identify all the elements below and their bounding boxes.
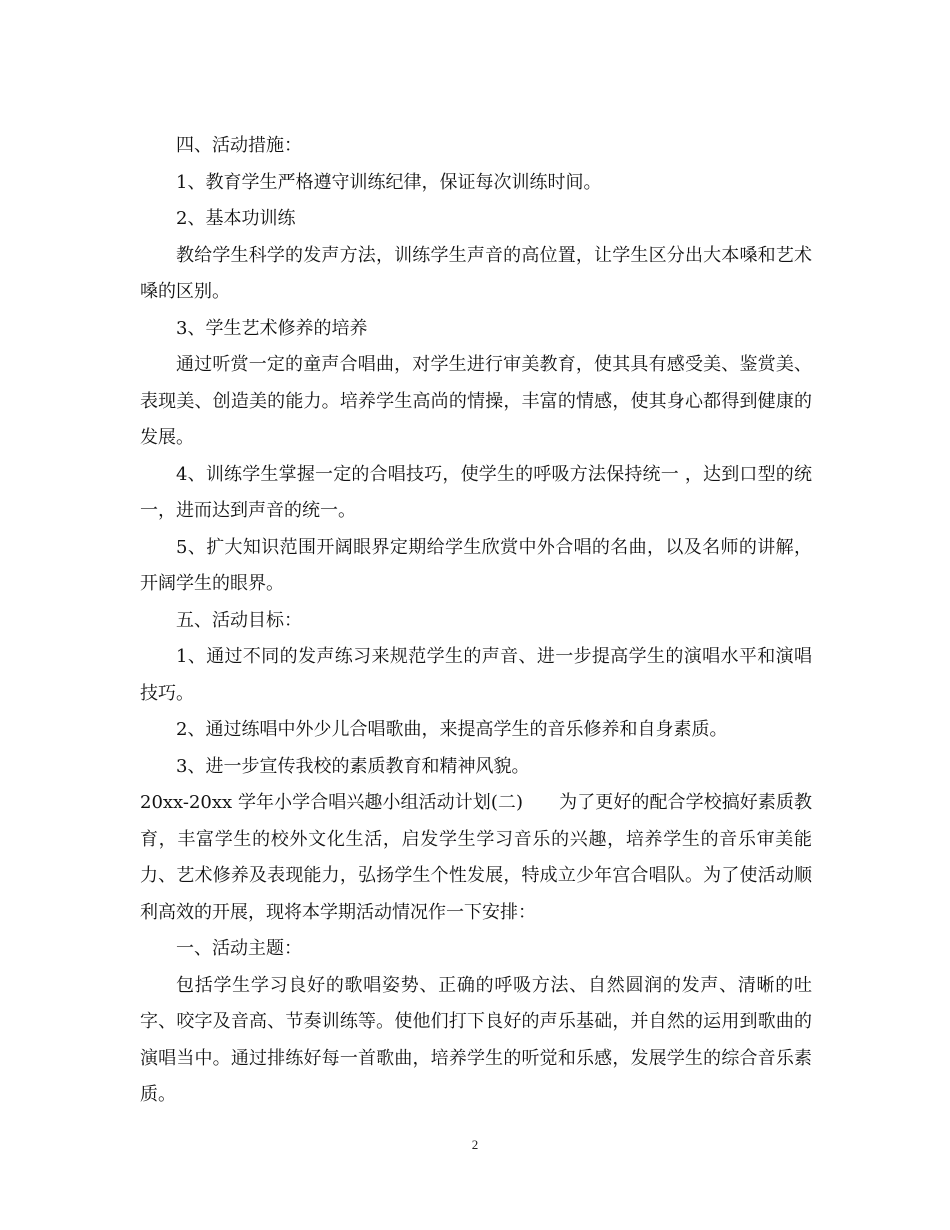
paragraph: 4、训练学生掌握一定的合唱技巧，使学生的呼吸方法保持统一 ，达到口型的统一，进而达到声音的统一。 xyxy=(140,463,812,521)
paragraph: 5、扩大知识范围开阔眼界定期给学生欣赏中外合唱的名曲，以及名师的讲解，开阔学生的眼界。 xyxy=(140,536,812,594)
paragraph: 五、活动目标： xyxy=(176,609,302,631)
paragraph: 1、教育学生严格遵守训练纪律，保证每次训练时间。 xyxy=(176,171,602,193)
paragraph: 2、通过练唱中外少儿合唱歌曲，来提高学生的音乐修养和自身素质。 xyxy=(176,719,728,740)
page-number: 2 xyxy=(471,1137,479,1152)
paragraph: 通过听赏一定的童声合唱曲，对学生进行审美教育，使其具有感受美、鉴赏美、表现美、创造美的能力。培养学生高尚的情操，丰富的情感，使其身心都得到健康的发展。 xyxy=(140,354,812,448)
paragraph: 3、进一步宣传我校的素质教育和精神风貌。 xyxy=(176,755,530,777)
paragraph: 3、学生艺术修养的培养 xyxy=(176,317,368,339)
paragraph: 2、基本功训练 xyxy=(176,208,296,229)
paragraph: 1、通过不同的发声练习来规范学生的声音、进一步提高学生的演唱水平和演唱技巧。 xyxy=(140,646,812,704)
paragraph: 一、活动主题： xyxy=(176,938,302,959)
paragraph-plan-intro: 20xx-20xx 学年小学合唱兴趣小组活动计划(二) 为了更好的配合学校搞好素质教育，丰富学生的校外文化生活，启发学生学习音乐的兴趣，培养学生的音乐审美能力、艺术修养及表现能力，弘扬学生个性发展，特成立少年宫合唱队。为了使活动顺利高效的开展，现将本学期活动情况作一下安排： xyxy=(140,792,812,923)
paragraph: 四、活动措施： xyxy=(176,135,302,156)
paragraph: 包括学生学习良好的歌唱姿势、正确的呼吸方法、自然圆润的发声、清晰的吐字、咬字及音高、节奏训练等。使他们打下良好的声乐基础，并自然的运用到歌曲的演唱当中。通过排练好每一首歌曲，培养学生的听觉和乐感，发展学生的综合音乐素质。 xyxy=(140,974,812,1105)
paragraph: 教给学生科学的发声方法，训练学生声音的高位置，让学生区分出大本嗓和艺术嗓的区别。 xyxy=(140,244,812,302)
document-body xyxy=(140,128,812,1114)
